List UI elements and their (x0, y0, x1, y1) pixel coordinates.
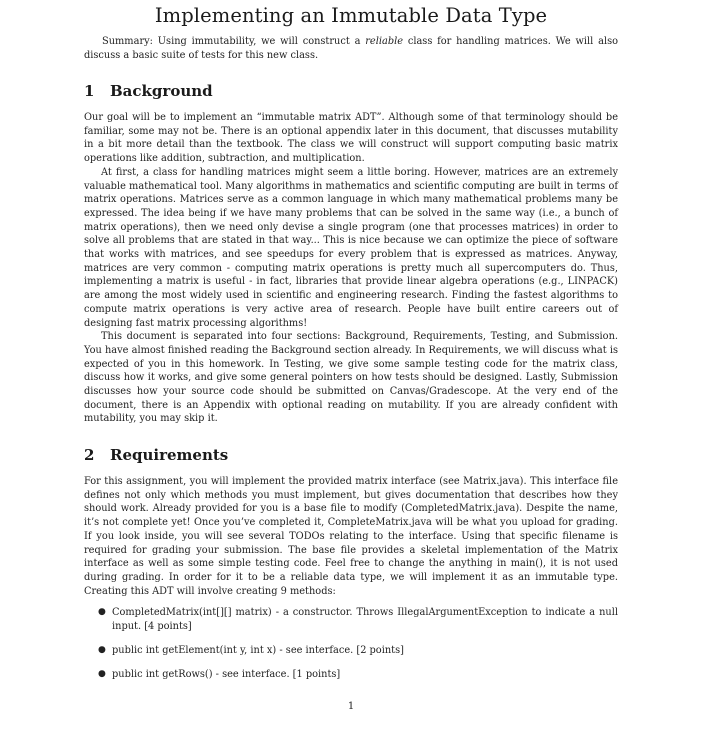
section-title: Background (110, 82, 213, 100)
section-body-requirements (84, 475, 618, 598)
section-number: 1 (84, 82, 95, 100)
bullet-icon: ● (98, 669, 106, 680)
paragraph: At first, a class for handling matrices might seem a little boring. However, matrices are an extremely valuable mathematical tool. Many algorithms in mathematics and scientific computing are built in terms of matrix operations. Matrices serve as a common language in which many mathematical problems many be expressed. The idea being if we have many problems that can be solved in the same way (i.e., a bunch of matrix operations), then we need only devise a single program (one that processes matrices) in order to solve all problems that are stated in that way... This is nice because we can optimize the piece of software that works with matrices, and see speedups for every problem that is expressed as matrices. Anyway, matrices are very common - computing matrix operations is pretty much all supercomputers do. Thus, implementing a matrix is useful - in fact, libraries that provide linear algebra operations (e.g., LINPACK) are among the most widely used in scientific and engineering research. Finding the fastest algorithms to compute matrix operations is very active area of research. People have built entire careers out of designing fast matrix processing algorithms! (84, 166, 618, 329)
summary-emphasis: reliable (365, 36, 404, 47)
list-item (96, 668, 618, 682)
bullet-icon: ● (98, 644, 106, 655)
list-item (96, 644, 618, 658)
document-title: Implementing an Immutable Data Type (154, 4, 548, 27)
paragraph: Our goal will be to implement an “immutable matrix ADT”. Although some of that terminology should be familiar, some may not be. There is an optional appendix later in this document, that discusses mutability in a bit more detail than the textbook. The class we will construct will support computing basic matrix operations like addition, subtraction, and multiplication. (84, 112, 618, 165)
section-body-background (84, 111, 618, 426)
bullet-icon: ● (98, 607, 106, 617)
summary-text-end: class for handling matrices. We will also discuss a basic suite of tests for this new class. (84, 36, 619, 61)
list-item-text: CompletedMatrix(int[][] matrix) - a constructor. Throws IllegalArgumentException to indicate a null input. [4 points] (112, 607, 618, 632)
list-item (96, 606, 618, 633)
paragraph: This document is separated into four sections: Background, Requirements, Testing, and Submission. You have almost finished reading the Background section already. In Requirements, we will discuss what is expected of you in this homework. In Testing, we give some sample testing code for the matrix class, discuss how it works, and give some general pointers on how tests should be designed. Lastly, Submission discusses how your source code should be submitted on Canvas/Gradescope. At the very end of the document, there is an Appendix with optional reading on mutability. If you are already confident with mutability, you may skip it. (84, 331, 618, 425)
section-heading-background (84, 82, 213, 100)
section-title: Requirements (110, 446, 229, 464)
summary-text-start: Using immutability, we will construct a (157, 36, 366, 47)
list-item-text: public int getRows() - see interface. [1 points] (112, 669, 341, 681)
section-heading-requirements (84, 446, 228, 464)
paragraph: For this assignment, you will implement the provided matrix interface (see Matrix.java). This interface file defines not only which methods you must implement, but gives documentation that describes how they should work. Already provided for you is a base file to modify (CompletedMatrix.java). Despite the name, it’s not complete yet! Once you’ve completed it, CompleteMatrix.java will be what you upload for grading. If you look inside, you will see several TODOs relating to the interface. Using that specific filename is required for grading your submission. The base file provides a skeletal implementation of the Matrix interface as well as some simple testing code. Feel free to change the anything in main(), it is not used during grading. In order for it to be a reliable data type, we will implement it as an immutable type. Creating this ADT will involve creating 9 methods: (84, 476, 618, 597)
page-number: 1 (347, 701, 355, 712)
method-list (96, 606, 618, 692)
summary-abstract (84, 35, 618, 62)
summary-label: Summary: (102, 36, 153, 47)
list-item-text: public int getElement(int y, int x) - see interface. [2 points] (112, 644, 404, 656)
section-number: 2 (84, 446, 95, 464)
